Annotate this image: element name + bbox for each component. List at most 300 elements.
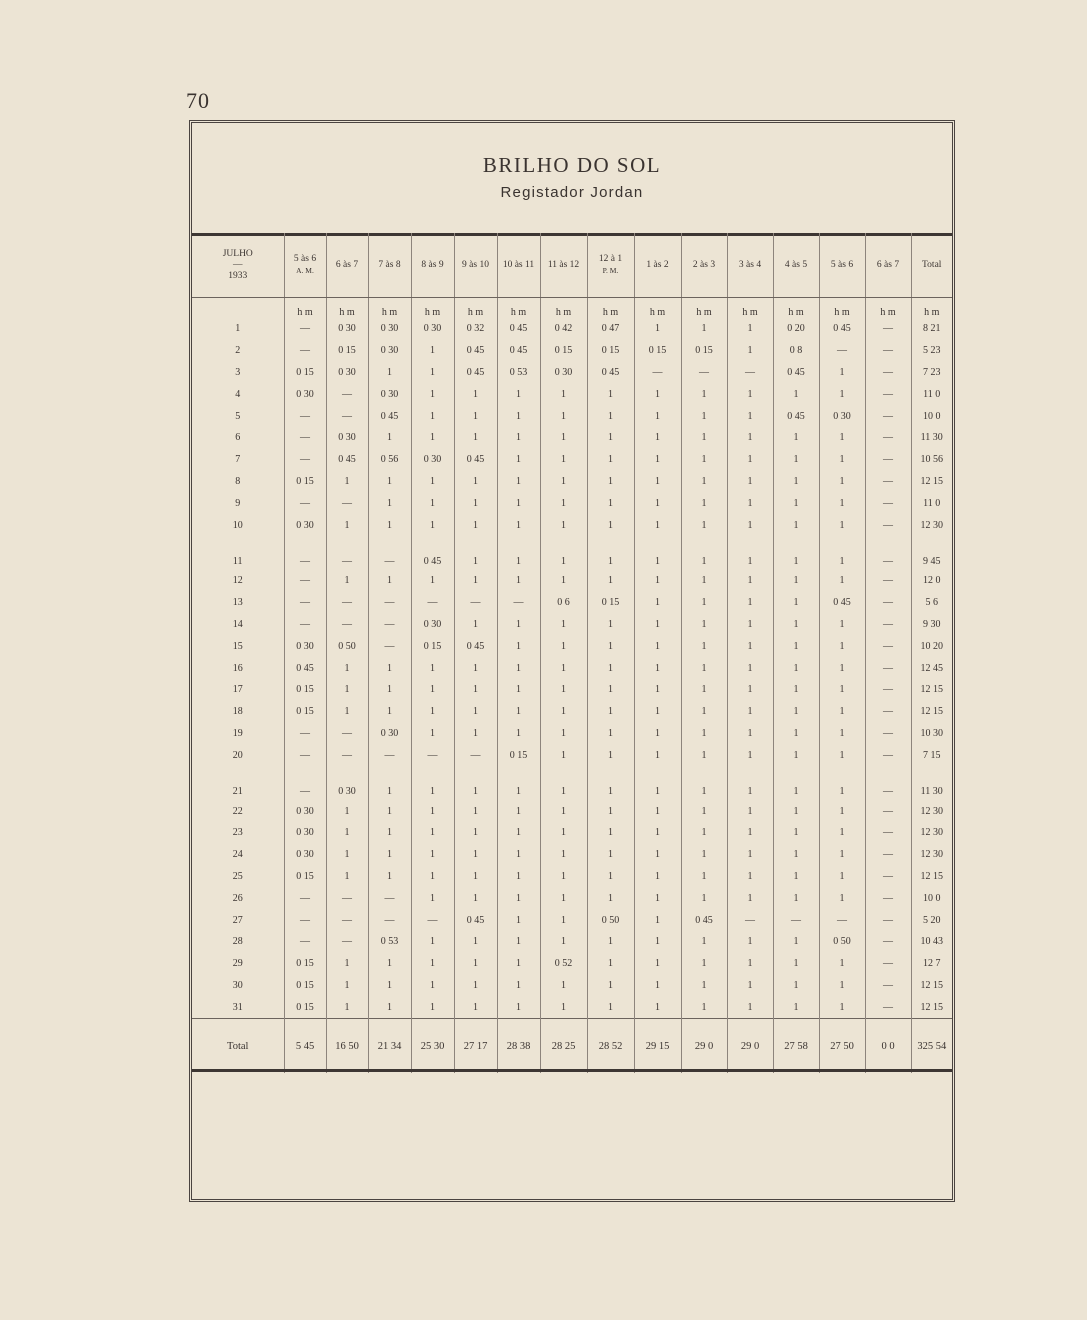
hour-cell: 1: [540, 514, 587, 536]
day-cell: 9: [235, 497, 241, 509]
hour-cell: 0 42: [540, 318, 587, 340]
hour-cell: 1: [497, 844, 540, 866]
hour-cell: 1: [773, 614, 819, 636]
day-cell: 31: [232, 1001, 243, 1013]
hour-cell: 1: [454, 679, 497, 701]
day-cell: 28: [232, 936, 243, 948]
hour-cell: 0 50: [326, 635, 368, 657]
hour-cell: 1: [634, 635, 681, 657]
hour-cell: 0 15: [284, 679, 326, 701]
hour-cell: 1: [411, 362, 454, 384]
hour-cell: 1: [368, 471, 411, 493]
hour-cell: 1: [411, 679, 454, 701]
hour-cell: —: [284, 766, 326, 800]
hour-cell: —: [284, 887, 326, 909]
hour-cell: 1: [681, 866, 727, 888]
hour-cell: 1: [540, 887, 587, 909]
hour-cell: 1: [540, 744, 587, 766]
hour-cell: 1: [326, 953, 368, 975]
hour-cell: 0 6: [540, 592, 587, 614]
hour-cell: 1: [326, 844, 368, 866]
hour-cell: 1: [727, 744, 773, 766]
hour-cell: 1: [540, 844, 587, 866]
hour-cell: 1: [634, 383, 681, 405]
hour-cell: 1: [411, 701, 454, 723]
hour-cell: 1: [368, 800, 411, 822]
day-total-cell: 10 0: [911, 887, 952, 909]
hour-cell: 1: [773, 766, 819, 800]
hour-cell: 1: [681, 996, 727, 1018]
hour-cell: —: [865, 449, 911, 471]
hour-cell: —: [497, 592, 540, 614]
day-total-cell: 10 0: [911, 405, 952, 427]
hour-cell: 0 50: [819, 931, 865, 953]
day-cell: 16: [232, 662, 243, 674]
hour-cell: 0 30: [284, 800, 326, 822]
day-total-cell: 10 56: [911, 449, 952, 471]
day-total-cell: 11 0: [911, 492, 952, 514]
hour-cell: 0 30: [411, 614, 454, 636]
table-row: [192, 723, 952, 745]
hour-cell: 0 30: [326, 766, 368, 800]
hour-cell: 1: [773, 592, 819, 614]
unit-label: h m: [368, 298, 411, 319]
column-total-cell: 27 58: [773, 1019, 819, 1074]
hour-cell: 1: [681, 471, 727, 493]
hour-cell: 1: [497, 492, 540, 514]
table-row: [192, 679, 952, 701]
table-row: [192, 318, 952, 340]
unit-label: h m: [497, 298, 540, 319]
hour-cell: 1: [368, 427, 411, 449]
hour-cell: 0 47: [587, 318, 634, 340]
hour-cell: —: [727, 909, 773, 931]
hour-cell: 1: [326, 996, 368, 1018]
unit-label: h m: [681, 298, 727, 319]
hour-cell: 1: [587, 383, 634, 405]
hour-cell: 1: [727, 570, 773, 592]
hour-cell: —: [368, 887, 411, 909]
hour-cell: 1: [454, 471, 497, 493]
hour-cell: 1: [681, 975, 727, 997]
day-cell: 2: [235, 345, 241, 357]
hour-cell: 0 45: [497, 340, 540, 362]
hour-cell: 1: [681, 953, 727, 975]
unit-label: h m: [634, 298, 681, 319]
hour-cell: 1: [681, 427, 727, 449]
hour-cell: 1: [497, 570, 540, 592]
hour-cell: 1: [368, 514, 411, 536]
hour-cell: 0 30: [326, 318, 368, 340]
day-total-cell: 12 15: [911, 701, 952, 723]
day-cell: 11: [232, 555, 243, 567]
hour-cell: 1: [368, 996, 411, 1018]
hour-cell: 1: [681, 614, 727, 636]
sunshine-table: [192, 233, 952, 1073]
hour-cell: 1: [727, 822, 773, 844]
hour-cell: 1: [727, 592, 773, 614]
hour-cell: 1: [497, 822, 540, 844]
hour-cell: —: [865, 975, 911, 997]
table-row: [192, 931, 952, 953]
column-header: [773, 233, 819, 298]
hour-cell: 1: [819, 866, 865, 888]
hour-cell: 1: [819, 492, 865, 514]
hour-cell: —: [865, 657, 911, 679]
hour-cell: 1: [587, 866, 634, 888]
hour-cell: 1: [411, 657, 454, 679]
hour-cell: 0 53: [368, 931, 411, 953]
column-total-cell: 27 50: [819, 1019, 865, 1074]
hour-cell: 0 45: [681, 909, 727, 931]
day-total-cell: 5 20: [911, 909, 952, 931]
column-total-cell: 28 25: [540, 1019, 587, 1074]
hour-cell: 1: [773, 887, 819, 909]
column-header-label: 5 às 6: [293, 254, 317, 264]
day-cell: 30: [232, 979, 243, 991]
hour-cell: 1: [634, 536, 681, 570]
hour-cell: 1: [540, 492, 587, 514]
hour-cell: 0 30: [819, 405, 865, 427]
column-total-cell: 0 0: [865, 1019, 911, 1074]
column-header: [497, 233, 540, 298]
hour-cell: 1: [727, 931, 773, 953]
hour-cell: 1: [773, 844, 819, 866]
day-total-cell: 12 15: [911, 679, 952, 701]
table-row: [192, 514, 952, 536]
hour-cell: 1: [727, 866, 773, 888]
table-row: [192, 822, 952, 844]
hour-cell: 1: [368, 822, 411, 844]
hour-cell: 1: [634, 996, 681, 1018]
day-total-cell: 7 23: [911, 362, 952, 384]
hour-cell: 0 45: [773, 405, 819, 427]
day-total-cell: 12 45: [911, 657, 952, 679]
hour-cell: —: [634, 362, 681, 384]
hour-cell: 1: [497, 723, 540, 745]
hour-cell: 1: [497, 866, 540, 888]
hour-cell: 1: [587, 679, 634, 701]
day-cell: 25: [232, 870, 243, 882]
hour-cell: 1: [587, 975, 634, 997]
hour-cell: —: [819, 909, 865, 931]
hour-cell: 1: [411, 405, 454, 427]
hour-cell: 1: [819, 953, 865, 975]
table-row: [192, 471, 952, 493]
unit-label: h m: [540, 298, 587, 319]
hour-cell: —: [284, 340, 326, 362]
column-total-cell: 25 30: [411, 1019, 454, 1074]
hour-cell: 1: [540, 471, 587, 493]
table-row: [192, 383, 952, 405]
column-header-label: 11 às 12: [547, 259, 580, 270]
hour-cell: 1: [411, 887, 454, 909]
day-total-cell: 10 43: [911, 931, 952, 953]
hour-cell: 1: [326, 657, 368, 679]
day-total-cell: 12 15: [911, 866, 952, 888]
hour-cell: 1: [587, 492, 634, 514]
hour-cell: —: [865, 701, 911, 723]
unit-label: h m: [865, 298, 911, 319]
hour-cell: —: [368, 536, 411, 570]
hour-cell: —: [411, 744, 454, 766]
hour-cell: —: [326, 909, 368, 931]
hour-cell: —: [284, 570, 326, 592]
column-header: [819, 233, 865, 298]
table-row: [192, 427, 952, 449]
column-total-cell: 21 34: [368, 1019, 411, 1074]
unit-label: h m: [411, 298, 454, 319]
column-header-row: [192, 233, 952, 298]
hour-cell: 1: [681, 514, 727, 536]
hour-cell: 1: [819, 383, 865, 405]
hour-cell: —: [284, 427, 326, 449]
hour-cell: 1: [326, 570, 368, 592]
hour-cell: 1: [454, 931, 497, 953]
hour-cell: 1: [540, 931, 587, 953]
day-cell: 26: [232, 892, 243, 904]
hour-cell: 1: [497, 405, 540, 427]
hour-cell: 1: [634, 405, 681, 427]
total-row: [192, 1019, 952, 1074]
hour-cell: 1: [454, 657, 497, 679]
hour-cell: 1: [634, 800, 681, 822]
column-total-cell: 16 50: [326, 1019, 368, 1074]
hour-cell: —: [865, 614, 911, 636]
hour-cell: 1: [819, 800, 865, 822]
column-header: [326, 233, 368, 298]
hour-cell: 1: [681, 492, 727, 514]
hour-cell: 1: [587, 822, 634, 844]
table-row: [192, 701, 952, 723]
hour-cell: 1: [819, 536, 865, 570]
hour-cell: 1: [634, 723, 681, 745]
hour-cell: —: [326, 536, 368, 570]
column-header-label: 2 às 3: [692, 259, 716, 270]
hour-cell: 1: [819, 679, 865, 701]
hour-cell: 1: [540, 800, 587, 822]
hour-cell: 1: [497, 614, 540, 636]
hour-cell: 1: [454, 405, 497, 427]
hour-cell: 1: [681, 844, 727, 866]
hour-cell: 1: [587, 614, 634, 636]
hour-cell: 1: [727, 635, 773, 657]
column-header-period: A. M.: [296, 266, 314, 275]
hour-cell: —: [865, 340, 911, 362]
hour-cell: 1: [819, 614, 865, 636]
hour-cell: —: [326, 887, 368, 909]
hour-cell: 1: [497, 800, 540, 822]
hour-cell: —: [284, 536, 326, 570]
day-cell: 18: [232, 706, 243, 718]
hour-cell: 1: [773, 427, 819, 449]
table-subtitle: Registador Jordan: [500, 184, 644, 201]
bottom-rule: [192, 1069, 952, 1072]
hour-cell: 1: [497, 427, 540, 449]
hour-cell: 1: [727, 766, 773, 800]
column-header-label: Total: [922, 259, 942, 270]
hour-cell: 1: [819, 362, 865, 384]
hour-cell: 1: [819, 996, 865, 1018]
hour-cell: 1: [540, 427, 587, 449]
hour-cell: 1: [773, 931, 819, 953]
hour-cell: 1: [497, 909, 540, 931]
month-header: [192, 233, 284, 298]
hour-cell: 1: [587, 471, 634, 493]
hour-cell: 1: [326, 822, 368, 844]
hour-cell: 0 45: [454, 449, 497, 471]
hour-cell: 1: [634, 570, 681, 592]
hour-cell: 1: [411, 996, 454, 1018]
hour-cell: 1: [634, 679, 681, 701]
hour-cell: —: [326, 723, 368, 745]
day-total-cell: 12 0: [911, 570, 952, 592]
hour-cell: 1: [411, 800, 454, 822]
hour-cell: —: [865, 931, 911, 953]
hour-cell: 1: [587, 657, 634, 679]
hour-cell: 0 15: [284, 471, 326, 493]
hour-cell: 1: [368, 362, 411, 384]
hour-cell: 1: [773, 514, 819, 536]
day-total-cell: 5 23: [911, 340, 952, 362]
hour-cell: 1: [454, 953, 497, 975]
hour-cell: 1: [587, 723, 634, 745]
hour-cell: 1: [411, 514, 454, 536]
hour-cell: 1: [587, 996, 634, 1018]
day-cell: 27: [232, 914, 243, 926]
hour-cell: 1: [681, 766, 727, 800]
hour-cell: 1: [727, 887, 773, 909]
hour-cell: 1: [681, 635, 727, 657]
hour-cell: —: [865, 766, 911, 800]
column-header-label: 7 às 8: [378, 259, 401, 270]
hour-cell: 1: [727, 340, 773, 362]
day-total-cell: 12 15: [911, 975, 952, 997]
hour-cell: 1: [681, 822, 727, 844]
hour-cell: 1: [681, 931, 727, 953]
hour-cell: 1: [454, 887, 497, 909]
hour-cell: 0 45: [454, 635, 497, 657]
hour-cell: 1: [411, 340, 454, 362]
hour-cell: 1: [773, 679, 819, 701]
hour-cell: 1: [773, 866, 819, 888]
day-cell: 13: [232, 597, 243, 609]
hour-cell: 0 15: [284, 996, 326, 1018]
hour-cell: 1: [497, 996, 540, 1018]
hour-cell: 1: [727, 492, 773, 514]
hour-cell: 1: [411, 953, 454, 975]
day-cell: 29: [232, 958, 243, 970]
hour-cell: 1: [634, 449, 681, 471]
day-total-cell: 11 0: [911, 383, 952, 405]
column-header: [681, 233, 727, 298]
hour-cell: 1: [587, 744, 634, 766]
hour-cell: 1: [727, 471, 773, 493]
hour-cell: 1: [727, 536, 773, 570]
hour-cell: 1: [773, 975, 819, 997]
table-row: [192, 887, 952, 909]
hour-cell: 1: [454, 822, 497, 844]
hour-cell: —: [326, 383, 368, 405]
hour-cell: 0 45: [454, 909, 497, 931]
hour-cell: 0 30: [411, 449, 454, 471]
day-cell: 5: [235, 410, 241, 422]
hour-cell: 0 45: [819, 318, 865, 340]
hour-cell: 0 15: [411, 635, 454, 657]
hour-cell: —: [368, 909, 411, 931]
hour-cell: 1: [681, 701, 727, 723]
day-total-cell: 12 30: [911, 514, 952, 536]
unit-label: h m: [326, 298, 368, 319]
hour-cell: 1: [681, 592, 727, 614]
day-total-cell: 11 30: [911, 427, 952, 449]
hour-cell: 1: [634, 887, 681, 909]
day-cell: 17: [232, 684, 243, 696]
hour-cell: 1: [326, 800, 368, 822]
table-row: [192, 975, 952, 997]
hour-cell: 1: [368, 570, 411, 592]
hour-cell: 1: [326, 975, 368, 997]
hour-cell: —: [368, 592, 411, 614]
hour-cell: —: [411, 592, 454, 614]
day-cell: 1: [235, 323, 241, 335]
hour-cell: 1: [454, 427, 497, 449]
hour-cell: —: [368, 614, 411, 636]
hour-cell: 1: [727, 318, 773, 340]
hour-cell: —: [865, 427, 911, 449]
hour-cell: 1: [540, 657, 587, 679]
hour-cell: 1: [454, 383, 497, 405]
hour-cell: 0 30: [284, 635, 326, 657]
hour-cell: 1: [540, 405, 587, 427]
hour-cell: 1: [497, 975, 540, 997]
day-total-cell: 10 20: [911, 635, 952, 657]
column-header-label: 12 à 1: [598, 254, 623, 264]
hour-cell: 1: [540, 822, 587, 844]
hour-cell: 1: [681, 318, 727, 340]
table-title: BRILHO DO SOL: [482, 153, 662, 177]
hour-cell: 1: [368, 975, 411, 997]
hour-cell: 1: [368, 492, 411, 514]
hour-cell: 1: [587, 405, 634, 427]
hour-cell: 0 15: [587, 592, 634, 614]
table-row: [192, 996, 952, 1018]
table-frame: [189, 120, 955, 1202]
table-row: [192, 953, 952, 975]
hour-cell: 0 32: [454, 318, 497, 340]
hour-cell: —: [326, 592, 368, 614]
hour-cell: 1: [819, 570, 865, 592]
hour-cell: —: [865, 953, 911, 975]
hour-cell: 1: [454, 766, 497, 800]
hour-cell: 1: [411, 822, 454, 844]
hour-cell: 1: [819, 635, 865, 657]
hour-cell: 1: [411, 570, 454, 592]
hour-cell: —: [865, 514, 911, 536]
hour-cell: 1: [587, 449, 634, 471]
hour-cell: 1: [411, 471, 454, 493]
month-name: JULHO: [222, 248, 253, 259]
hour-cell: —: [865, 822, 911, 844]
hour-cell: —: [865, 635, 911, 657]
hour-cell: 1: [540, 635, 587, 657]
hour-cell: 1: [727, 405, 773, 427]
table-row: [192, 744, 952, 766]
column-header-label: 6 às 7: [876, 259, 900, 270]
hour-cell: —: [284, 723, 326, 745]
hour-cell: 1: [727, 723, 773, 745]
column-total-cell: 29 0: [681, 1019, 727, 1074]
